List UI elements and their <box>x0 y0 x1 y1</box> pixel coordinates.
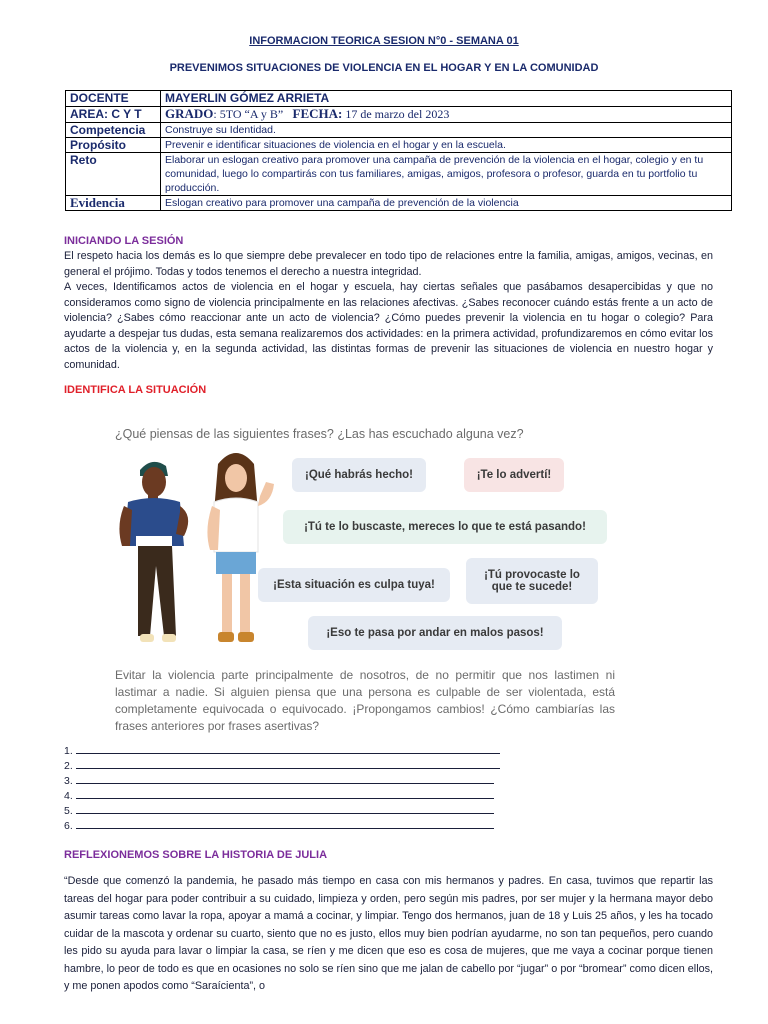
illustration-question: ¿Qué piensas de las siguientes frases? ¿Las has escuchado alguna vez? <box>115 427 524 441</box>
phrase-bubble-6: ¡Eso te pasa por andar en malos pasos! <box>308 616 562 650</box>
grado-fecha-cell <box>161 107 732 123</box>
answer-number: 4. <box>64 790 73 802</box>
proposito-value: Prevenir e identificar situaciones de violencia en el hogar y en la escuela. <box>161 138 732 153</box>
answer-line-1[interactable] <box>64 744 500 757</box>
fecha-label: FECHA: <box>292 106 343 121</box>
julia-heading: REFLEXIONEMOS SOBRE LA HISTORIA DE JULIA <box>64 849 328 861</box>
identifica-heading: IDENTIFICA LA SITUACIÓN <box>64 384 207 396</box>
answer-line-6[interactable] <box>64 819 494 832</box>
reto-label: Reto <box>66 153 161 196</box>
docente-value: MAYERLIN GÓMEZ ARRIETA <box>161 91 732 107</box>
answer-number: 1. <box>64 745 73 757</box>
proposito-label: Propósito <box>66 138 161 153</box>
competencia-label: Competencia <box>66 123 161 138</box>
info-table <box>65 90 732 211</box>
phrase-bubble-5: ¡Tú provocaste lo que te sucede! <box>466 558 598 604</box>
julia-story-text: “Desde que comenzó la pandemia, he pasado más tiempo en casa con mis hermanos y padres. En casa, tuvimos que repartir las tareas del hogar para poder contribuir a su cuidado, limpieza y orden, pero según mis padres, por ser mujer y la hermana mayor debo asumir tareas como lavar la ropa, apoyar a mamá a cocinar, y limpiar. Tengo dos hermanos, juan de 18 y Luis 25 años, y les ha tocado cuidar de la mascota y ordenar su cuarto, siento que no es justo, ellos muy bien podrían ayudarme, no son tan pequeños, pero cuando les pido su ayuda para lavar o limpiar la casa, se ríen y me dicen que eso es cosa de mujeres, que me vaya a cocinar porque tienen hambre, lo peor de todo es que en ocasiones no solo se ríen sino que me jalan de cabello por “jugar” o por “bromear” como dicen ellos, y me ponen apodos como “Saraícienta”, o <box>64 875 713 992</box>
docente-label: DOCENTE <box>66 91 161 107</box>
phrase-bubble-3: ¡Tú te lo buscaste, mereces lo que te está pasando! <box>283 510 607 544</box>
girl-figure <box>207 453 274 642</box>
grado-label: GRADO <box>165 106 214 121</box>
answer-number: 5. <box>64 805 73 817</box>
answer-number: 2. <box>64 760 73 772</box>
answer-number: 6. <box>64 820 73 832</box>
document-subtitle: PREVENIMOS SITUACIONES DE VIOLENCIA EN EL HOGAR Y EN LA COMUNIDAD <box>169 62 599 74</box>
document-title: INFORMACION TEORICA SESION N°0 - SEMANA 01 <box>249 35 519 47</box>
iniciando-paragraph-2: A veces, Identificamos actos de violencia en el hogar y escuela, hay ciertas señales que pasábamos desapercibidas y que no consideramos como signo de violencia principalmente en las relaciones afectivas. ¿Sabes reconocer cuándo estás frente a un acto de violencia? ¿Sabes cómo reaccionar ante un acto de violencia? ¿Cómo puedes prevenir la violencia en tu hogar o colegio? Para ayudarte a despejar tus dudas, esta semana realizaremos dos actividades: en la primera actividad, profundizaremos en cómo evitar los actos de la violencia y, en la segunda actividad, las distintas formas de prevenir las situaciones de violencia en nuestro hogar y comunidad. <box>64 281 713 371</box>
grado-value: : 5TO “A y B” <box>213 107 284 121</box>
illustration-caption: Evitar la violencia parte principalmente de nosotros, de no permitir que nos lastimen ni lastimar a nadie. Si alguien piensa que una persona es culpable de ser violentada, está completamente equivocada o equivocado. ¡Propongamos cambios! ¿Cómo cambiarías las frases anteriores por frases asertivas? <box>115 668 615 733</box>
answer-line-5[interactable] <box>64 804 494 817</box>
answer-line-2[interactable] <box>64 759 500 772</box>
iniciando-heading: INICIANDO LA SESIÓN <box>64 235 184 247</box>
answer-number: 3. <box>64 775 73 787</box>
fecha-value: 17 de marzo del 2023 <box>342 107 450 121</box>
answer-line-3[interactable] <box>64 774 494 787</box>
competencia-value: Construye su Identidad. <box>161 123 732 138</box>
reto-value: Elaborar un eslogan creativo para promover una campaña de prevención de la violencia en el hogar, colegio y en tu comunidad, luego lo compartirás con tus familiares, amigas, amigos, profesora o profesor, guarda en tu portfolio tu producción. <box>161 153 732 196</box>
iniciando-text <box>64 249 713 373</box>
evidencia-value: Eslogan creativo para promover una campaña de prevención de la violencia <box>161 196 732 211</box>
answer-line-4[interactable] <box>64 789 494 802</box>
area-label: AREA: C Y T <box>66 107 161 123</box>
iniciando-paragraph-1: El respeto hacia los demás es lo que siempre debe prevalecer en todo tipo de relaciones entre la familia, amigas, amigos, vecinas, en general el prójimo. Todas y todos tenemos el derecho a nuestra integridad. <box>64 250 713 278</box>
phrase-bubble-2: ¡Te lo advertí! <box>464 458 564 492</box>
phrase-bubble-1: ¡Qué habrás hecho! <box>292 458 426 492</box>
phrase-bubble-4: ¡Esta situación es culpa tuya! <box>258 568 450 602</box>
evidencia-label: Evidencia <box>66 196 161 211</box>
boy-figure <box>119 462 188 642</box>
